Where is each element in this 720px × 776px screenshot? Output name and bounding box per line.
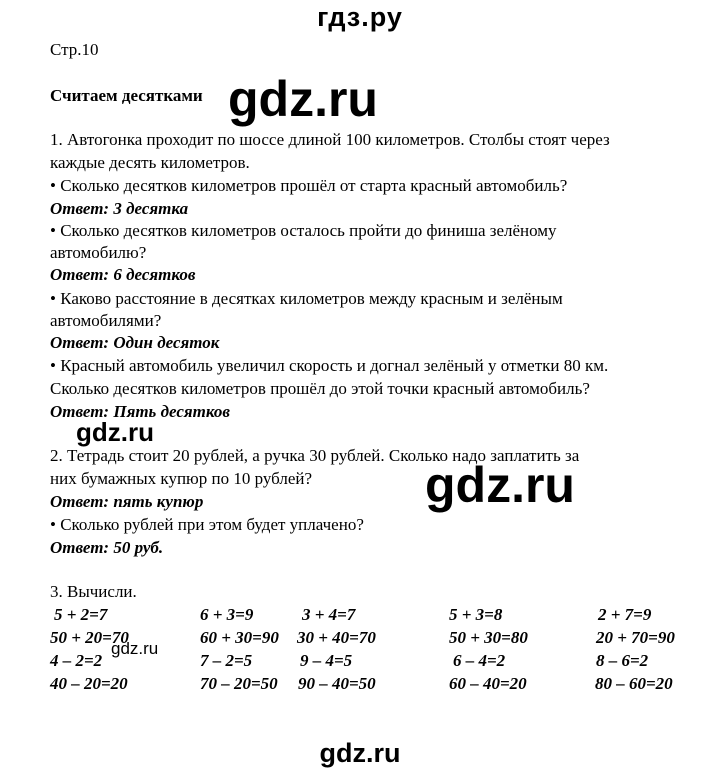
task1-question2-line1: • Сколько десятков километров осталось пройти до финиша зелёному [50, 221, 557, 240]
page-number: Стр.10 [50, 40, 99, 59]
calc-expression: 4 – 2=2 [50, 651, 103, 670]
section-title: Считаем десятками [50, 86, 203, 105]
watermark-small: gdz.ru [76, 417, 154, 447]
calc-expression: 5 + 2=7 [54, 605, 108, 624]
task1-answer2: Ответ: 6 десятков [50, 265, 196, 284]
task1-question3-line1: • Каково расстояние в десятках километров между красным и зелёным [50, 289, 563, 308]
calc-expression: 2 + 7=9 [598, 605, 652, 624]
watermark-large: gdz.ru [228, 71, 378, 127]
calc-expression: 9 – 4=5 [300, 651, 353, 670]
calc-expression: 60 – 40=20 [449, 674, 527, 693]
calc-expression: 7 – 2=5 [200, 651, 253, 670]
calc-expression: 90 – 40=50 [298, 674, 376, 693]
calc-expression: 50 + 30=80 [449, 628, 528, 647]
calc-expression: 5 + 3=8 [449, 605, 503, 624]
watermark-tiny: gdz.ru [111, 639, 159, 658]
watermark-bottom: gdz.ru [319, 738, 401, 768]
task1-question4-line1: • Красный автомобиль увеличил скорость и догнал зелёный у отметки 80 км. [50, 356, 609, 375]
task1-answer4: Ответ: Пять десятков [50, 402, 230, 421]
task1-answer1: Ответ: 3 десятка [50, 199, 189, 218]
calc-expression: 6 – 4=2 [453, 651, 506, 670]
task1-text-line1: 1. Автогонка проходит по шоссе длиной 100 километров. Столбы стоят через [50, 130, 610, 149]
calc-expression: 70 – 20=50 [200, 674, 278, 693]
task2-answer2: Ответ: 50 руб. [50, 538, 164, 557]
calc-expression: 8 – 6=2 [596, 651, 649, 670]
task2-text-line1: 2. Тетрадь стоит 20 рублей, а ручка 30 рублей. Сколько надо заплатить за [50, 446, 580, 465]
task1-question2-line2: автомобилю? [50, 243, 147, 262]
task2-text-line2: них бумажных купюр по 10 рублей? [50, 469, 313, 488]
task2-question2: • Сколько рублей при этом будет уплачено? [50, 515, 364, 534]
task1-question1: • Сколько десятков километров прошёл от старта красный автомобиль? [50, 176, 568, 195]
calc-expression: 40 – 20=20 [50, 674, 128, 693]
calc-expression: 3 + 4=7 [302, 605, 356, 624]
task2-answer1: Ответ: пять купюр [50, 492, 204, 511]
calc-expression: 50 + 20=70 [50, 628, 129, 647]
calc-expression: 6 + 3=9 [200, 605, 254, 624]
task1-text-line2: каждые десять километров. [50, 153, 250, 172]
task3-title: 3. Вычисли. [50, 582, 137, 601]
calc-expression: 20 + 70=90 [596, 628, 675, 647]
task1-answer3: Ответ: Один десяток [50, 333, 220, 352]
task1-question4-line2: Сколько десятков километров прошёл до этой точки красный автомобиль? [50, 379, 590, 398]
site-logo-top: гдз.ру [317, 2, 403, 32]
task1-question3-line2: автомобилями? [50, 311, 162, 330]
calc-expression: 80 – 60=20 [595, 674, 673, 693]
calc-expression: 30 + 40=70 [297, 628, 376, 647]
watermark-large: gdz.ru [425, 457, 575, 513]
calc-expression: 60 + 30=90 [200, 628, 279, 647]
